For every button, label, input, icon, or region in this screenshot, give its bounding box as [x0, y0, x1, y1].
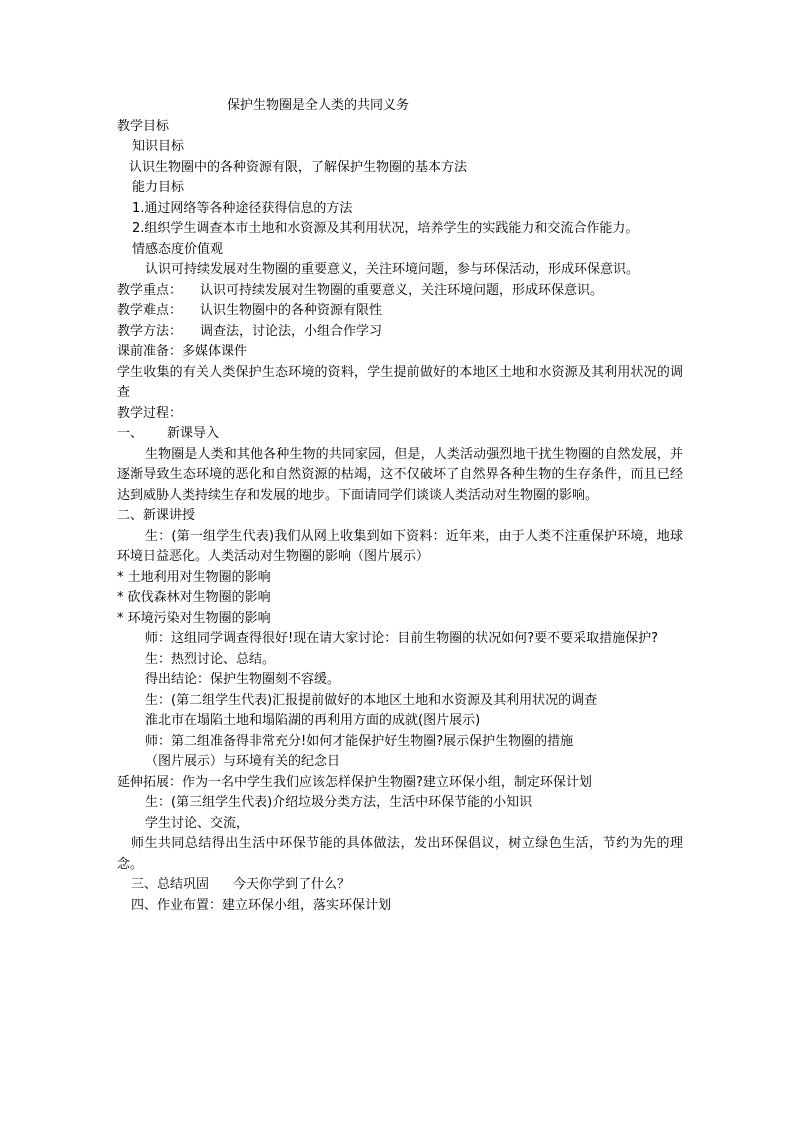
text-line: 淮北市在塌陷土地和塌陷湖的再利用方面的成就(图片展示)	[145, 713, 481, 728]
bullet-item: * 环境污染对生物圈的影响	[117, 610, 271, 626]
difficulty-line	[117, 301, 683, 322]
bullet-item: * 土地利用对生物圈的影响	[117, 569, 271, 585]
step-title: 新课导入	[167, 426, 220, 441]
text-line: 生：(第三组学生代表)介绍垃圾分类方法，生活中环保节能的小知识	[145, 795, 533, 810]
step-question: 今天你学到了什么？	[233, 877, 351, 892]
key-points-line	[117, 281, 683, 302]
section-heading-process: 教学过程：	[117, 405, 183, 421]
text-paragraph: 师生共同总结得出生活中环保节能的具体做法，发出环保倡议，树立绿色生活，节约为先的理念。	[117, 836, 683, 872]
subheading-attitude: 情感态度价值观	[132, 241, 224, 257]
text-line: 学生讨论、交流，	[145, 815, 250, 831]
text-paragraph: 生物圈是人类和其他各种生物的共同家园，但是，人类活动强烈地干扰生物圈的自然发展，并逐渐导致生态环境的恶化和自然资源的枯竭，这不仅破坏了自然界各种生物的生存条件，而且已经达到威胁人类持续生存和发展的地步。下面请同学们谈谈人类活动对生物圈的影响。	[117, 446, 683, 503]
text-line: 2.组织学生调查本市土地和水资源及其利用状况，培养学生的实践能力和交流合作能力。	[132, 221, 639, 236]
value-difficulty: 认识生物圈中的各种资源有限性	[200, 303, 383, 318]
text-line: 认识可持续发展对生物圈的重要意义，关注环境问题，参与环保活动，形成环保意识。	[145, 262, 640, 277]
label-difficulty: 教学难点：	[117, 303, 183, 318]
label-key-points: 教学重点：	[117, 282, 183, 298]
text-line: 1.通过网络等各种途径获得信息的方法	[132, 200, 353, 216]
value-method: 调查法，讨论法，小组合作学习	[200, 323, 383, 339]
document-title: 保护生物圈是全人类的共同义务	[227, 98, 410, 113]
text-line: 得出结论：保护生物圈刻不容缓。	[145, 672, 341, 687]
step-title: 三、总结巩固	[131, 877, 210, 892]
extension-line: 延伸拓展：作为一名中学生我们应该怎样保护生物圈?建立环保小组，制定环保计划	[117, 774, 592, 790]
preparation-line: 课前准备：多媒体课件	[117, 344, 248, 359]
label-method: 教学方法：	[117, 323, 183, 339]
subheading-knowledge: 知识目标	[132, 139, 185, 154]
step-number: 一、	[117, 426, 144, 441]
text-line: 认识生物圈中的各种资源有限，了解保护生物圈的基本方法	[129, 159, 468, 175]
bullet-item: * 砍伐森林对生物圈的影响	[117, 590, 271, 605]
subheading-ability: 能力目标	[132, 180, 185, 195]
method-line	[117, 322, 683, 343]
text-line: （图片展示）与环境有关的纪念日	[145, 754, 341, 769]
text-line: 师：第二组准备得非常充分!如何才能保护好生物圈?展示保护生物圈的措施	[145, 733, 574, 749]
step-heading-lecture: 二、新课讲授	[117, 508, 196, 523]
value-key-points: 认识可持续发展对生物圈的重要意义，关注环境问题，形成环保意识。	[200, 282, 604, 298]
step-heading-intro	[117, 424, 683, 445]
step-heading-summary	[117, 875, 683, 896]
section-heading-goals: 教学目标	[117, 118, 170, 134]
text-paragraph: 生：(第一组学生代表)我们从网上收集到如下资料：近年来，由于人类不注重保护环境，地球环境日益恶化。人类活动对生物圈的影响（图片展示）	[117, 528, 683, 564]
text-line: 生：热烈讨论、总结。	[145, 651, 276, 667]
text-paragraph: 师：这组同学调查得很好!现在请大家讨论：目前生物圈的状况如何?要不要采取措施保护?	[145, 631, 659, 646]
text-paragraph: 学生收集的有关人类保护生态环境的资料，学生提前做好的本地区土地和水资源及其利用状况的调查	[117, 364, 683, 400]
step-heading-homework: 四、作业布置：建立环保小组，落实环保计划	[131, 897, 392, 913]
document-page	[117, 96, 683, 916]
text-line: 生：(第二组学生代表)汇报提前做好的本地区土地和水资源及其利用状况的调查	[145, 692, 598, 708]
